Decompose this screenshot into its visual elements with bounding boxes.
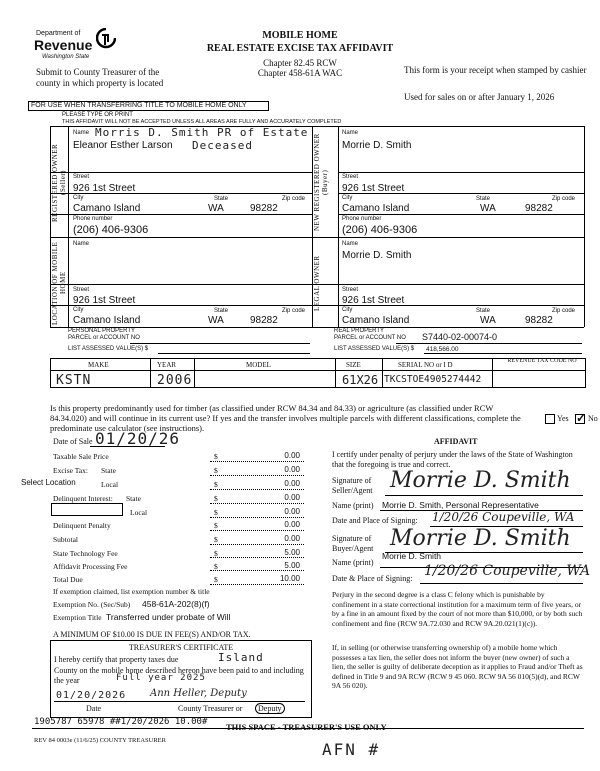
serial-value[interactable]: TKCSTOE4905274442	[384, 374, 482, 385]
real-parcel-value[interactable]: S7440-02-00074-0	[422, 332, 498, 342]
row-interest-local: Local	[130, 508, 148, 517]
seller-phone[interactable]: (206) 406-9306	[73, 224, 149, 236]
dor-logo	[34, 30, 124, 70]
yes-checkbox[interactable]	[545, 414, 555, 424]
row-1-dollar: $	[214, 466, 218, 475]
col-model: MODEL	[246, 361, 271, 369]
not-accepted: THIS AFFIDAVIT WILL NOT BE ACCEPTED UNLESS ALL AREAS ARE FULLY AND ACCURATELY COMPLETED	[62, 119, 342, 125]
location-zip-label: Zip code	[282, 308, 306, 314]
row-total-label: Total Due	[53, 575, 83, 584]
row-3-dollar: $	[214, 494, 218, 503]
exemption-claimed: If exemption claimed, list exemption number & title	[53, 587, 210, 596]
treasurer-deputy: Deputy	[255, 703, 285, 714]
size-value[interactable]: 61X26	[342, 373, 379, 387]
location-label: LOCATION OF MOBILE HOME	[51, 241, 67, 325]
buyer-signature[interactable]: Morrie D. Smith	[390, 526, 571, 551]
treasurer-date[interactable]: 01/20/2026	[56, 690, 127, 701]
row-7-amount[interactable]: 5.00	[284, 548, 300, 557]
type-print: PLEASE TYPE OR PRINT	[62, 112, 133, 118]
perjury-warning: Perjury in the second degree is a class C felony which is punishable by confinement in a state correctional institution for a maximum term of five years, or by a fine in an amount fixed by the court of not more than $10,000, or by both such confinement and fine (RCW 9A.72.030 and RCW 9A.20.021(1)(c)).	[332, 590, 583, 628]
row-4-amount[interactable]: 0.00	[284, 507, 300, 516]
logo-dept-line: Department of	[36, 30, 81, 37]
row-2-amount[interactable]: 0.00	[284, 479, 300, 488]
buyer-state[interactable]: WA	[480, 203, 496, 214]
row-excise-state: State	[101, 466, 116, 475]
exemption-no[interactable]: 458-61A-202(8)(f)	[142, 599, 210, 609]
treasurer-sig-label: County Treasurer or	[178, 704, 243, 713]
row-6-dollar: $	[214, 535, 218, 544]
year-value[interactable]: 2006	[157, 373, 193, 388]
seller-zip[interactable]: 98282	[250, 203, 278, 214]
row-5-dollar: $	[214, 521, 218, 530]
legal-name-label: Name	[342, 241, 359, 247]
row-3-amount[interactable]: 0.00	[284, 493, 300, 502]
location-name-label: Name	[73, 241, 90, 247]
seller-name-print[interactable]: Morrie D. Smith, Personal Representative	[382, 500, 539, 510]
buyer-phone[interactable]: (206) 406-9306	[342, 224, 418, 236]
seller-city[interactable]: Camano Island	[73, 203, 141, 214]
legal-owner-label: LEGAL OWNER	[313, 255, 321, 311]
seller-date-place-label: Date and Place of Signing:	[332, 516, 418, 525]
seller-state-label: State	[214, 196, 229, 202]
seller-name-label: Name	[73, 130, 90, 136]
treasurer-signature[interactable]: Ann Heller, Deputy	[150, 688, 247, 699]
receipt-stamp: 1905787 65978 ##1/20/2026 10.00#	[34, 717, 208, 727]
chapter-rcw: Chapter 82.45 RCW	[263, 58, 337, 68]
row-processing-label: Affidavit Processing Fee	[53, 562, 128, 571]
row-taxable-label: Taxable Sale Price	[53, 452, 109, 461]
row-0-dollar: $	[214, 452, 218, 461]
real-value[interactable]: 418,566.00	[426, 346, 459, 353]
title-excise: REAL ESTATE EXCISE TAX AFFIDAVIT	[206, 43, 394, 54]
no-label: No	[588, 414, 598, 423]
legal-state-label: State	[476, 308, 491, 314]
personal-property-label: PERSONAL PROPERTY	[68, 328, 136, 334]
buyer-name-label: Name	[342, 130, 359, 136]
personal-parcel-label: PARCEL or ACCOUNT NO	[68, 335, 140, 341]
seller-deceased-note: Deceased	[192, 139, 253, 152]
row-4-dollar: $	[214, 508, 218, 517]
transfer-notice: FOR USE WHEN TRANSFERRING TITLE TO MOBILE HOME ONLY	[31, 102, 247, 109]
col-rev-code: REVENUE TAX CODE NO	[507, 358, 577, 364]
sig-buyer-label: Signature of Buyer/Agent	[332, 534, 374, 553]
seller-name-print-label: Name (print)	[332, 501, 374, 510]
row-7-dollar: $	[214, 549, 218, 558]
row-6-amount[interactable]: 0.00	[284, 534, 300, 543]
row-2-dollar: $	[214, 480, 218, 489]
buyer-state-label: State	[476, 196, 491, 202]
buyer-name-print-label: Name (print)	[332, 558, 374, 567]
location-street-label: Street	[73, 287, 90, 293]
form-revision: REV 84 0003e (11/6/25) COUNTY TREASURER	[34, 737, 166, 744]
treasurer-line1: I hereby certify that property taxes due	[54, 655, 179, 664]
chapter-wac: Chapter 458-61A WAC	[257, 68, 343, 78]
treasurer-use-only: THIS SPACE - TREASURER'S USE ONLY	[226, 722, 387, 732]
logo-revenue: Revenue	[34, 37, 93, 53]
title-mobile-home: MOBILE HOME	[262, 30, 338, 41]
col-year: YEAR	[157, 361, 177, 369]
minimum-fee-note: A MINIMUM OF $10.00 IS DUE IN FEE(S) AND/OR TAX.	[53, 630, 251, 639]
legal-state[interactable]: WA	[480, 315, 496, 326]
row-penalty-label: Delinquent Penalty	[53, 521, 111, 530]
date-of-sale[interactable]: 01/20/26	[95, 429, 181, 448]
seller-signature[interactable]: Morrie D. Smith	[390, 468, 571, 493]
buyer-date-place-label: Date & Place of Signing:	[332, 574, 413, 583]
buyer-street-label: Street	[342, 174, 359, 180]
location-city-label: City	[73, 307, 84, 313]
timber-question: Is this property predominantly used for timber (as classified under RCW 84.34 and 84.33) or agriculture (as classified under RCW 84.34.020) and will continue in its current use? If yes and the transfer involves multiple parcels with different classifications, complete the predominate use calculator (see instructions).	[50, 403, 521, 433]
buyer-name[interactable]: Morrie D. Smith	[342, 140, 412, 151]
row-excise-local: Local	[101, 480, 119, 489]
buyer-zip[interactable]: 98282	[525, 203, 553, 214]
buyer-street[interactable]: 926 1st Street	[342, 183, 405, 194]
exemption-title-label: Exemption Title	[53, 613, 102, 622]
row-8-dollar: $	[214, 562, 218, 571]
date-of-sale-label: Date of Sale	[53, 437, 93, 446]
location-zip[interactable]: 98282	[250, 315, 278, 326]
seller-street[interactable]: 926 1st Street	[73, 183, 136, 194]
seller-phone-label: Phone number	[73, 216, 113, 222]
location-state[interactable]: WA	[208, 315, 224, 326]
row-subtotal-label: Subtotal	[53, 535, 79, 544]
submit-text: Submit to County Treasurer of the county in which property is located	[36, 67, 164, 88]
row-interest-label: Delinquent Interest:	[53, 494, 113, 503]
location-city[interactable]: Camano Island	[73, 315, 141, 326]
select-location-dropdown[interactable]: Select Location	[21, 478, 76, 487]
dor-emblem-icon	[96, 28, 116, 50]
row-1-amount[interactable]: 0.00	[284, 465, 300, 474]
legal-city-label: City	[342, 307, 353, 313]
row-tech-label: State Technology Fee	[53, 549, 118, 558]
seller-state[interactable]: WA	[208, 203, 224, 214]
col-size: SIZE	[346, 361, 361, 369]
logo-state: Washington State	[42, 54, 90, 60]
registered-owner-label: REGISTERED OWNER (Seller)	[51, 143, 67, 222]
row-9-dollar: $	[214, 575, 218, 584]
col-serial: SERIAL NO or I D	[398, 361, 453, 369]
sig-seller-label: Signature of Seller/Agent	[332, 476, 373, 495]
buyer-name-print[interactable]: Morrie D. Smith	[382, 551, 442, 561]
yes-label: Yes	[557, 414, 569, 423]
buyer-date-place[interactable]: 1/20/26 Coupeville, WA	[424, 563, 591, 579]
lien-warning: If, in selling (or otherwise transferring ownership of) a mobile home which possesses a tax lien, the seller does not inform the buyer (new owner) of such a lien, the seller is guilty of deliberate deception as it applies to Fraud and/or Theft as defined in Title 9 and 9A RCW (RCW 9 45 060. RCW 9A 56 010(5)(d), and RCW 9A 56 020).	[332, 643, 583, 690]
treasurer-line2: County on the mobile home described hereon have been paid to and including the year	[54, 666, 304, 685]
exemption-title[interactable]: Transferred under probate of Will	[106, 612, 231, 622]
treasurer-county[interactable]: Island	[218, 651, 264, 664]
affidavit-title: AFFIDAVIT	[434, 437, 478, 446]
exemption-no-label: Exemption No. (Sec/Sub)	[53, 600, 131, 609]
real-property-label: REAL PROPERTY	[334, 328, 385, 334]
seller-name-handwritten[interactable]: Morris D. Smith PR of Estate	[95, 126, 309, 139]
col-make: MAKE	[88, 361, 109, 369]
legal-zip[interactable]: 98282	[525, 315, 553, 326]
seller-city-label: City	[73, 195, 84, 201]
interest-local-box[interactable]	[51, 503, 123, 516]
treasurer-title: TREASURER'S CERTIFICATE	[128, 643, 234, 652]
new-owner-label: NEW REGISTERED OWNER (Buyer)	[313, 133, 329, 232]
legal-zip-label: Zip code	[552, 308, 576, 314]
row-5-amount[interactable]: 0.00	[284, 520, 300, 529]
buyer-city[interactable]: Camano Island	[342, 203, 410, 214]
row-0-amount[interactable]: 0.00	[284, 451, 300, 460]
location-state-label: State	[214, 308, 229, 314]
row-interest-state: State	[126, 494, 141, 503]
make-value[interactable]: KSTN	[56, 373, 92, 388]
row-excise-label: Excise Tax:	[53, 466, 88, 475]
sales-date-text: Used for sales on or after January 1, 2026	[404, 92, 555, 102]
real-value-label: LIST ASSESSED VALUE(S) $	[334, 346, 415, 352]
row-8-amount[interactable]: 5.00	[284, 561, 300, 570]
buyer-city-label: City	[342, 195, 353, 201]
legal-name[interactable]: Morrie D. Smith	[342, 250, 412, 261]
affidavit-certify: I certify under penalty of perjury under the laws of the State of Washington that the foregoing is true and correct.	[332, 450, 573, 469]
treasurer-date-label: Date	[86, 704, 102, 713]
no-check-mark: ✓	[576, 411, 587, 425]
seller-name[interactable]: Eleanor Esther Larson	[73, 140, 173, 151]
personal-value-label: LIST ASSESSED VALUE(S) $	[68, 346, 149, 352]
treasurer-year[interactable]: Full year 2025	[116, 673, 206, 683]
location-street[interactable]: 926 1st Street	[73, 295, 136, 306]
seller-date-place[interactable]: 1/20/26 Coupeville, WA	[432, 510, 575, 524]
row-9-amount[interactable]: 10.00	[279, 574, 300, 583]
seller-zip-label: Zip code	[282, 196, 306, 202]
real-parcel-label: PARCEL or ACCOUNT NO	[334, 335, 406, 341]
legal-city[interactable]: Camano Island	[342, 315, 410, 326]
afn-note: AFN #	[322, 740, 381, 759]
seller-street-label: Street	[73, 174, 90, 180]
legal-street[interactable]: 926 1st Street	[342, 295, 405, 306]
buyer-zip-label: Zip code	[552, 196, 576, 202]
buyer-phone-label: Phone number	[342, 216, 382, 222]
receipt-text: This form is your receipt when stamped by cashier	[404, 65, 587, 75]
legal-street-label: Street	[342, 287, 359, 293]
